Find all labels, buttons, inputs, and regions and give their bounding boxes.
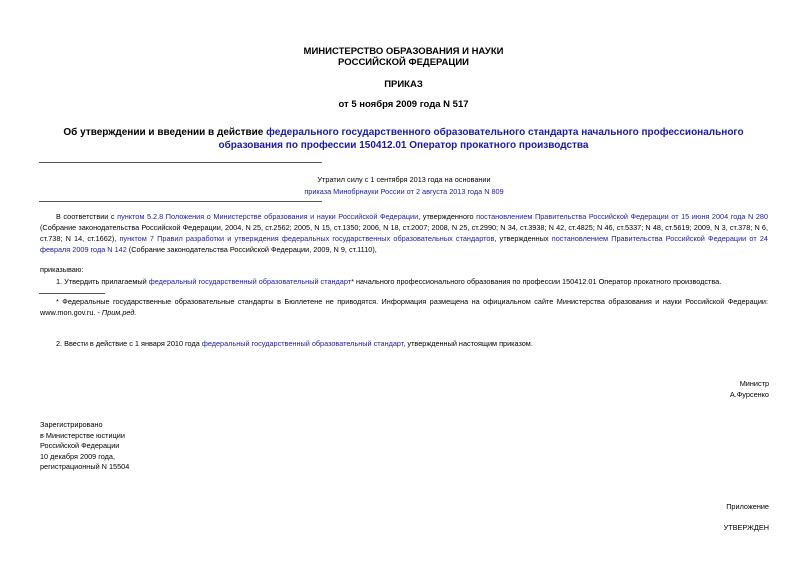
preamble-paragraph xyxy=(40,211,768,255)
title-prefix: Об утверждении и введении в действие xyxy=(63,127,267,138)
rules-item7-link[interactable]: пунктом 7 Правил разработки и утверждения федеральных государственных образовательных стандартов xyxy=(119,234,495,243)
item1-text: * начального профессионального образования по профессии 150412.01 Оператор прокатного производства. xyxy=(351,277,722,286)
document-title xyxy=(40,126,767,152)
footnote-text: * Федеральные государственные образовательные стандарты в Бюллетене не приводятся. Информация размещена на официальном сайте Министерства образования и науки Российской Федерации: www.mon.gov.ru. - xyxy=(40,297,768,317)
editor-note: Прим.ред. xyxy=(101,308,137,317)
registration-line: 10 декабря 2009 года, xyxy=(40,451,116,461)
signature-block xyxy=(730,379,769,400)
approved-stamp: УТВЕРЖДЕН xyxy=(723,523,769,532)
status-link-line xyxy=(40,186,768,197)
order-word: приказываю: xyxy=(40,265,84,274)
document-type: ПРИКАЗ xyxy=(384,79,423,90)
signature-position: Министр xyxy=(739,379,769,388)
footnote-divider xyxy=(39,293,105,294)
footnote xyxy=(40,296,768,318)
appendix-label: Приложение xyxy=(726,502,769,511)
preamble-text: , утвержденных xyxy=(494,234,552,243)
regulation-link[interactable]: пунктом 5.2.8 Положения о Министерстве образования и науки Российской Федерации xyxy=(117,212,419,221)
item1-text: 1. Утвердить прилагаемый xyxy=(56,277,149,286)
ministry-name-line1: МИНИСТЕРСТВО ОБРАЗОВАНИЯ И НАУКИ xyxy=(303,46,504,57)
ministry-name-line2: РОССИЙСКОЙ ФЕДЕРАЦИИ xyxy=(337,57,469,68)
registration-line: в Министерстве юстиции xyxy=(40,430,125,440)
registration-line: Российской Федерации xyxy=(40,441,120,450)
standard-link[interactable]: федеральный государственный образовательный стандарт xyxy=(148,277,352,286)
status-line: Утратил силу с 1 сентября 2013 года на основании xyxy=(317,175,491,184)
signature-name: А.Фурсенко xyxy=(729,389,769,399)
registration-line: Зарегистрировано xyxy=(40,420,103,429)
order-item-1 xyxy=(40,276,768,287)
registration-line: регистрационный N 15504 xyxy=(40,462,130,471)
resolution-280-link[interactable]: постановлением Правительства Российской Федерации от 15 июня 2004 года N 280 xyxy=(476,212,769,221)
preamble-text: В соответствии с xyxy=(56,212,118,221)
item2-text: , утвержденный настоящим приказом. xyxy=(403,339,533,348)
resolution-142-link[interactable]: постановлением Правительства Российской Федерации от 24 февраля 2009 года N 142 xyxy=(40,234,768,254)
preamble-text: (Собрание законодательства Российской Федерации, 2004, N 25, ст.2562; 2005, N 15, ст.1350; 2006, N 18, ст.2007; 2008, N 25, ст.2990; N 34, ст.3938; N 42, ст.4825; N 46, ст.5337; N 48, ст.5619; 2009, N 3, ст.378; N 6, ст.738; N 14, ст.1662), xyxy=(40,223,768,243)
preamble-text: (Собрание законодательства Российской Федерации, 2009, N 9, ст.1110), xyxy=(126,245,377,254)
document-date: от 5 ноября 2009 года N 517 xyxy=(338,99,469,110)
divider-bottom xyxy=(39,201,322,202)
item2-text: 2. Ввести в действие с 1 января 2010 года xyxy=(56,339,202,348)
registration-block xyxy=(40,420,129,473)
order-item-2 xyxy=(40,338,768,349)
title-standard-link[interactable]: федерального государственного образовательного стандарта начального профессионального образования по профессии 150412.01 Оператор прокатного производства xyxy=(218,127,744,151)
repeal-order-link[interactable]: приказа Минобрнауки России от 2 августа 2013 года N 809 xyxy=(304,187,504,196)
preamble-text: , утвержденного xyxy=(418,212,477,221)
divider-top xyxy=(39,162,322,163)
standard-link-2[interactable]: федеральный государственный образовательный стандарт xyxy=(201,339,404,348)
